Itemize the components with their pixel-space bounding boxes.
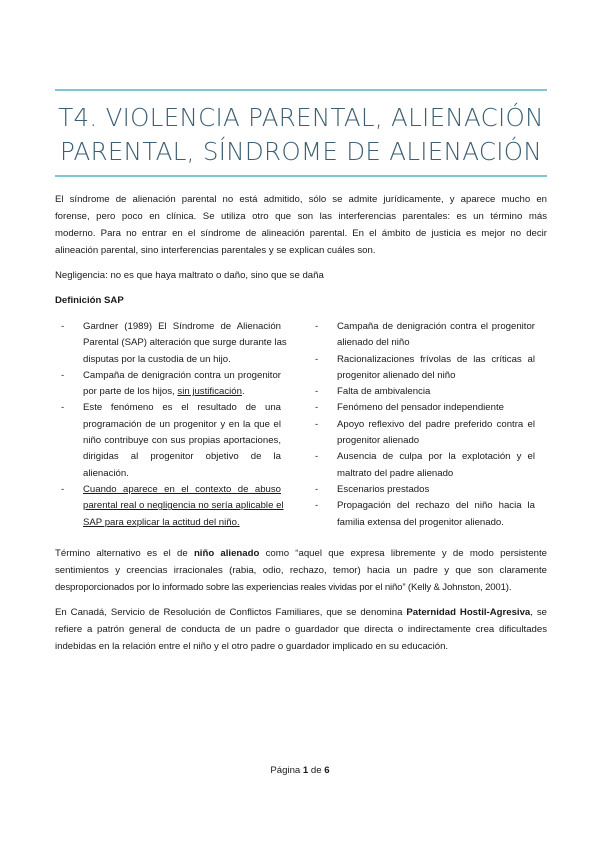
list-item-line: Apoyo reflexivo del padre preferido contra el	[337, 418, 535, 430]
list-item-line: Falta de ambivalencia	[337, 386, 431, 398]
list-item-line: Propagación del rechazo del niño hacia la	[337, 500, 535, 512]
list-item-line	[83, 384, 281, 400]
list-item-line: disputas por la custodia de un hijo.	[83, 353, 231, 365]
footer-total-pages: 6	[324, 765, 330, 776]
termino-paragraph	[55, 545, 547, 596]
suffix-text: .	[241, 386, 245, 398]
list-item	[313, 352, 535, 385]
list-item-line: Campaña de denigración contra un progenitor	[83, 369, 281, 381]
termino-line: desproporcionados por lo informado sobre las experiencias reales vividas por el niño” (Kelly & Johnston, 2001).	[55, 582, 512, 593]
canada-line: indebidas en la relación entre el niño y el otro padre o guardador implicado en su educación.	[55, 641, 449, 652]
list-item	[313, 449, 535, 482]
list-item	[313, 319, 535, 352]
right-list	[313, 319, 535, 531]
canada-line: refiere a patrón general de conducta de un padre o guardador que directa o indirectamente crea dificultades	[55, 624, 547, 635]
intro-line: alineación parental, sino interferencias parentales y se explican cuáles son.	[55, 245, 376, 256]
list-item-line: programación de un progenitor y en la que el	[83, 418, 281, 430]
bullet-dash: -	[315, 321, 319, 332]
bullet-dash: -	[315, 402, 319, 414]
bullet-dash: -	[61, 402, 65, 414]
list-item-line: dirigidas al progenitor objetivo de la	[83, 451, 281, 463]
footer-text: de	[308, 765, 325, 776]
list-item-line: alienación.	[83, 467, 129, 479]
list-item-line: Campaña de denigración contra el progenitor	[337, 321, 535, 332]
list-item-line: progenitor alienado	[337, 435, 420, 447]
definicion-heading	[55, 292, 547, 309]
intro-line: moderno. Para no entrar en el síndrome de alineación parental. En el ámbito de justicia es mejor no decir	[55, 228, 547, 239]
title-line-1: T4. VIOLENCIA PARENTAL, ALIENACIÓN	[58, 103, 544, 132]
termino-text: Término alternativo es el de	[55, 548, 194, 559]
intro-paragraph	[55, 191, 547, 259]
list-item-line: SAP para explicar la actitud del niño.	[83, 516, 240, 528]
bullet-dash: -	[61, 369, 65, 381]
list-item	[313, 482, 535, 498]
list-item-line: familia extensa del progenitor alienado.	[337, 516, 504, 528]
list-item	[59, 482, 284, 531]
bullet-dash: -	[61, 321, 65, 332]
list-item	[59, 368, 281, 401]
list-item-line: parental real o negligencia no sería aplicable el	[83, 500, 284, 512]
termino-text: como “aquel que expresa libremente y de modo persistente	[259, 548, 547, 559]
prefix-text: por parte de los hijos,	[83, 386, 178, 398]
bullet-dash: -	[315, 418, 319, 430]
left-list	[59, 319, 287, 531]
bullet-dash: -	[315, 386, 319, 398]
list-item-line: niño contribuye con sus propias aportaciones,	[83, 435, 281, 447]
page-title	[55, 101, 547, 169]
underlined-text: sin justificación	[177, 386, 242, 398]
list-item-line: Fenómeno del pensador independiente	[337, 402, 504, 414]
termino-line: sentimientos y creencias irracionales (rabia, odio, rechazo, temor) hacia un padre y que son claramente	[55, 565, 547, 576]
list-item-line: maltrato del padre alienado	[337, 467, 454, 479]
title-top-rule	[55, 89, 547, 91]
list-item-line: Este fenómeno es el resultado de una	[83, 402, 281, 414]
list-item-line: progenitor alienado del niño	[337, 369, 456, 381]
intro-line: forense, pero poco en clínica. Se utiliza otro que son las interferencias parentales: es un término más	[55, 211, 547, 222]
title-line-2: PARENTAL, SÍNDROME DE ALIENACIÓN	[60, 137, 542, 166]
canada-paragraph	[55, 604, 547, 655]
footer-text: Página	[270, 765, 303, 776]
bullet-dash: -	[315, 483, 319, 495]
list-item	[313, 498, 535, 531]
bullet-dash: -	[315, 451, 319, 463]
termino-line	[55, 545, 547, 562]
list-item	[59, 400, 281, 481]
bullet-dash: -	[315, 353, 319, 365]
list-item	[313, 417, 535, 450]
list-item	[59, 319, 287, 368]
list-item-line: Parental (SAP) alteración que surge durante las	[83, 337, 287, 349]
list-item-line: Ausencia de culpa por la explotación y el	[337, 451, 535, 463]
list-item-line: Racionalizaciones frívolas de las críticas al	[337, 353, 535, 365]
page-footer	[0, 765, 600, 776]
termino-bold: niño alienado	[193, 548, 260, 559]
list-item-line: Gardner (1989) El Síndrome de Alienación	[83, 321, 281, 332]
list-item	[313, 384, 535, 400]
bullet-dash: -	[315, 500, 319, 512]
canada-line	[55, 604, 547, 621]
footer-page-number: 1	[302, 765, 309, 776]
definicion-heading-text: Definición SAP	[55, 295, 124, 306]
canada-text: En Canadá, Servicio de Resolución de Conflictos Familiares, que se denomina	[55, 607, 407, 618]
list-item-line: alienado del niño	[337, 337, 410, 349]
bullet-dash: -	[61, 483, 65, 495]
list-item-line: Escenarios prestados	[337, 483, 430, 495]
title-bottom-rule	[55, 175, 547, 177]
intro-line: El síndrome de alienación parental no está admitido, sólo se admite jurídicamente, y aparece mucho en	[55, 194, 547, 205]
list-item-line: Cuando aparece en el contexto de abuso	[83, 483, 281, 495]
list-item	[313, 400, 535, 416]
negligencia-paragraph: Negligencia: no es que haya maltrato o daño, sino que se daña	[55, 270, 324, 281]
canada-text: , se	[530, 607, 547, 618]
canada-bold: Paternidad Hostil-Agresiva	[406, 607, 531, 618]
